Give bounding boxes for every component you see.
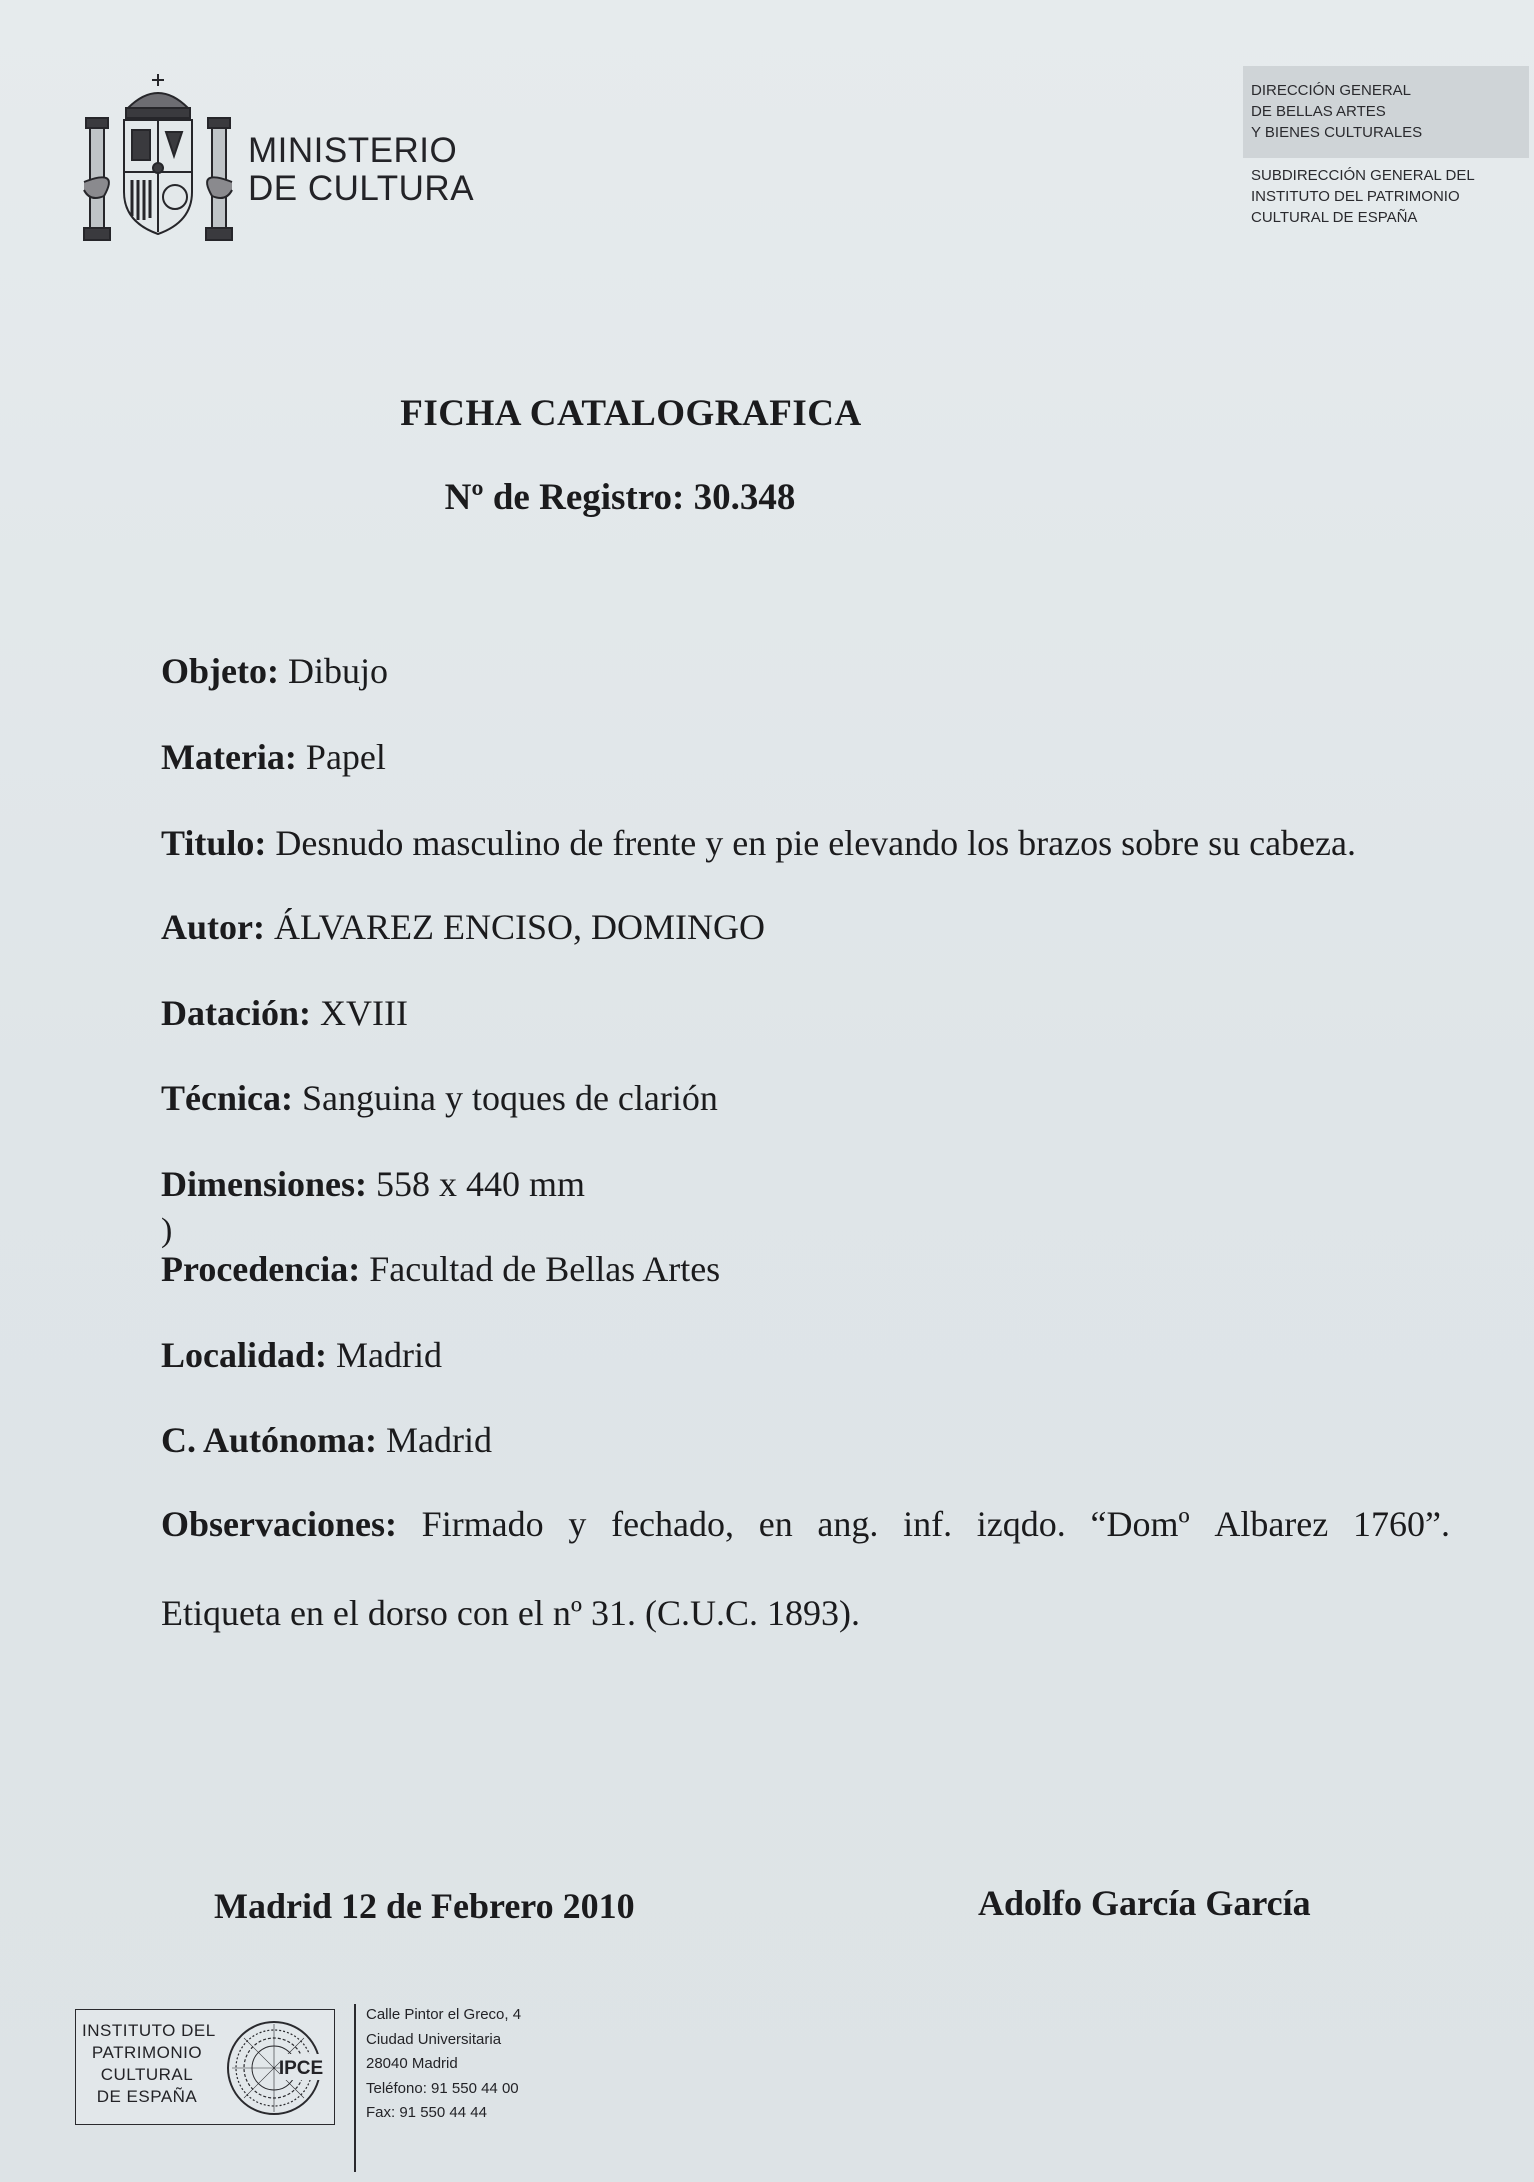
field-value: Madrid bbox=[386, 1420, 493, 1460]
subdireccion-line: SUBDIRECCIÓN GENERAL DEL bbox=[1251, 167, 1475, 184]
obs-word: 1760”. bbox=[1352, 1504, 1450, 1544]
address-line: Fax: 91 550 44 44 bbox=[366, 2104, 487, 2121]
ipce-line: PATRIMONIO bbox=[91, 2043, 203, 2062]
address-line: Calle Pintor el Greco, 4 bbox=[366, 2006, 522, 2023]
field-label: Técnica: bbox=[161, 1078, 293, 1118]
field-label: Dimensiones: bbox=[161, 1164, 367, 1204]
field-datacion bbox=[161, 992, 408, 1034]
field-value: Sanguina y toques de clarión bbox=[301, 1078, 718, 1118]
field-label: Materia: bbox=[161, 737, 297, 777]
address-line: 28040 Madrid bbox=[366, 2055, 458, 2072]
direccion-line: Y BIENES CULTURALES bbox=[1251, 124, 1423, 141]
field-value: ÁLVAREZ ENCISO, DOMINGO bbox=[273, 907, 766, 947]
ministry-line-1: MINISTERIO bbox=[248, 131, 458, 170]
institute-address bbox=[366, 2003, 521, 2126]
direccion-general-text bbox=[1251, 80, 1422, 143]
ipce-line: CULTURAL bbox=[100, 2065, 194, 2084]
direccion-line: DIRECCIÓN GENERAL bbox=[1251, 82, 1412, 99]
obs-word: ang. bbox=[817, 1504, 879, 1544]
field-dimensiones bbox=[161, 1163, 585, 1205]
ipce-line: INSTITUTO DEL bbox=[82, 2021, 216, 2040]
field-label: Titulo: bbox=[161, 823, 267, 863]
field-localidad bbox=[161, 1334, 442, 1376]
field-value: Dibujo bbox=[287, 651, 388, 691]
footer-divider bbox=[354, 2004, 356, 2172]
signer-name: Adolfo García García bbox=[978, 1883, 1311, 1923]
ipce-logo-box bbox=[75, 2009, 335, 2125]
obs-word: en bbox=[758, 1504, 793, 1544]
subdireccion-line: INSTITUTO DEL PATRIMONIO bbox=[1251, 188, 1460, 205]
field-value: Madrid bbox=[336, 1335, 443, 1375]
obs-word: izqdo. bbox=[976, 1504, 1066, 1544]
ipce-seal-icon bbox=[222, 2018, 326, 2118]
field-label: Procedencia: bbox=[161, 1249, 361, 1289]
registration-number: Nº de Registro: 30.348 bbox=[444, 477, 796, 518]
ministry-name bbox=[248, 132, 474, 208]
field-objeto bbox=[161, 650, 388, 692]
field-observaciones bbox=[161, 1503, 1450, 1545]
obs-word: “Domº bbox=[1090, 1504, 1190, 1544]
subdireccion-text bbox=[1251, 165, 1475, 228]
field-value: 558 x 440 mm bbox=[376, 1164, 586, 1204]
document-title: FICHA CATALOGRAFICA bbox=[400, 393, 862, 434]
observaciones-line-2: Etiqueta en el dorso con el nº 31. (C.U.C. 1893). bbox=[161, 1593, 861, 1633]
obs-word: Firmado bbox=[421, 1504, 544, 1544]
obs-word: inf. bbox=[903, 1504, 953, 1544]
field-label: Objeto: bbox=[161, 651, 279, 691]
obs-word: y bbox=[568, 1504, 587, 1544]
field-label: Autor: bbox=[161, 907, 265, 947]
field-titulo bbox=[161, 822, 1356, 864]
field-tecnica bbox=[161, 1077, 718, 1119]
field-c-autonoma bbox=[161, 1419, 492, 1461]
field-label: Localidad: bbox=[161, 1335, 328, 1375]
field-value: Desnudo masculino de frente y en pie elevando los brazos sobre su cabeza. bbox=[275, 823, 1356, 863]
ministry-line-2: DE CULTURA bbox=[248, 169, 475, 208]
field-label: C. Autónoma: bbox=[161, 1420, 378, 1460]
field-value: Facultad de Bellas Artes bbox=[369, 1249, 721, 1289]
ipce-seal-text: IPCE bbox=[278, 2058, 324, 2079]
ipce-line: DE ESPAÑA bbox=[96, 2087, 198, 2106]
coat-of-arms-emblem bbox=[80, 72, 236, 248]
field-procedencia bbox=[161, 1248, 720, 1290]
field-label: Observaciones: bbox=[161, 1504, 397, 1544]
field-value: XVIII bbox=[319, 993, 408, 1033]
address-line: Ciudad Universitaria bbox=[366, 2030, 502, 2048]
obs-word: Albarez bbox=[1214, 1504, 1329, 1544]
ipce-name bbox=[82, 2020, 216, 2108]
field-label: Datación: bbox=[161, 993, 311, 1033]
field-materia bbox=[161, 736, 386, 778]
field-value: Papel bbox=[305, 737, 386, 777]
direccion-line: DE BELLAS ARTES bbox=[1251, 103, 1386, 120]
subdireccion-line: CULTURAL DE ESPAÑA bbox=[1251, 209, 1418, 226]
field-autor bbox=[161, 906, 765, 948]
obs-word: fechado, bbox=[611, 1504, 735, 1544]
place-and-date: Madrid 12 de Febrero 2010 bbox=[214, 1886, 635, 1926]
stray-parenthesis: ) bbox=[161, 1212, 173, 1249]
address-line: Teléfono: 91 550 44 00 bbox=[366, 2079, 519, 2097]
